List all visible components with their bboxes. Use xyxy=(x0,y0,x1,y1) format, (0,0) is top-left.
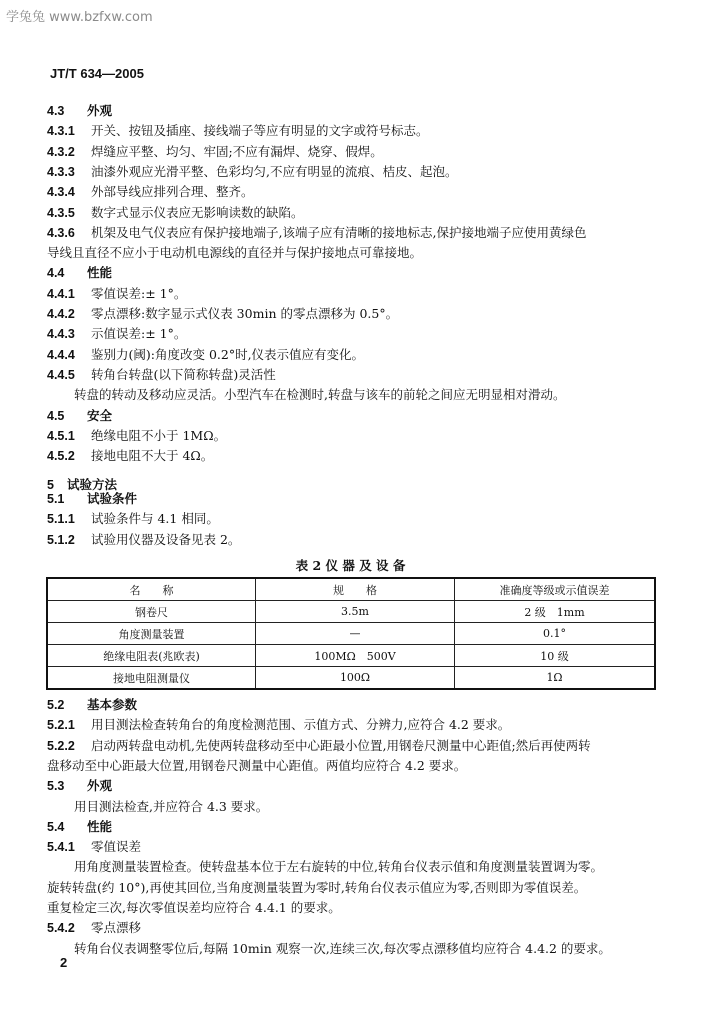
clause-number: 4.4.5 xyxy=(47,367,75,382)
clause-text: 试验条件与 4.1 相同。 xyxy=(91,511,219,527)
clause-text: 用目测法检查转角台的角度检测范围、示值方式、分辨力,应符合 4.2 要求。 xyxy=(91,717,511,733)
clause-text: 性能 xyxy=(87,265,113,281)
clause-number: 4.5.1 xyxy=(47,428,75,443)
clause-number: 5.2.2 xyxy=(47,738,75,753)
clause-number: 5.3 xyxy=(47,779,65,794)
table-row xyxy=(47,601,655,623)
clause-text: 转角台转盘(以下简称转盘)灵活性 xyxy=(91,366,276,382)
paragraph-line xyxy=(47,758,466,774)
clause-number: 5.4 xyxy=(47,819,65,834)
clause-number: 4.3.6 xyxy=(47,225,75,240)
clause-text: 试验方法 xyxy=(67,477,118,492)
clause-line xyxy=(47,123,429,139)
clause-number: 4.4.4 xyxy=(47,347,75,362)
table-cell: 绝缘电阻表(兆欧表) xyxy=(47,645,256,667)
clause-number: 4.4.3 xyxy=(47,327,75,342)
paragraph-line xyxy=(74,387,565,403)
table-cell: 1Ω xyxy=(455,667,656,690)
clause-text: 基本参数 xyxy=(87,697,138,712)
clause-line xyxy=(47,778,112,794)
clause-line xyxy=(47,491,137,507)
watermark: 学兔兔 www.bzfxw.com xyxy=(6,10,153,25)
clause-number: 4.5.2 xyxy=(47,449,75,464)
clause-text: 用目测法检查,并应符合 4.3 要求。 xyxy=(74,798,269,814)
paragraph-line xyxy=(47,880,586,896)
clause-text: 示值误差:± 1°。 xyxy=(91,326,187,342)
clause-line xyxy=(47,205,304,221)
clause-line xyxy=(47,144,383,160)
clause-text: 试验用仪器及设备见表 2。 xyxy=(91,531,241,547)
clause-number: 5.4.2 xyxy=(47,921,75,936)
clause-number: 4.5 xyxy=(47,408,65,423)
table-header-row xyxy=(47,578,655,601)
clause-line xyxy=(47,428,226,444)
clause-number: 4.3.2 xyxy=(47,144,75,159)
clause-text: 性能 xyxy=(87,818,113,834)
clause-line xyxy=(47,225,586,241)
clause-text: 试验条件 xyxy=(87,491,138,507)
clause-number: 5.2.1 xyxy=(47,718,75,733)
clause-text: 用角度测量装置检查。使转盘基本位于左右旋转的中位,转角台仪表示值和角度测量装置调为零。 xyxy=(74,859,603,875)
clause-line xyxy=(47,326,186,342)
clause-line xyxy=(47,697,137,713)
table-cell: 钢卷尺 xyxy=(47,601,256,623)
clause-text: 绝缘电阻不小于 1MΩ。 xyxy=(91,427,227,443)
clause-text: 旋转转盘(约 10°),再使其回位,当角度测量装置为零时,转角台仪表示值应为零,否则即为零值误差。 xyxy=(47,879,587,895)
clause-text: 零点漂移 xyxy=(91,920,142,936)
clause-line xyxy=(47,738,591,754)
table-caption: 表 2 仪 器 及 设 备 xyxy=(295,558,406,573)
paragraph-line xyxy=(47,900,341,916)
clause-text: 零值误差:± 1°。 xyxy=(91,285,187,301)
clause-text: 安全 xyxy=(87,407,113,423)
clause-text: 数字式显示仪表应无影响读数的缺陷。 xyxy=(91,204,304,220)
page-number: 2 xyxy=(60,955,68,970)
clause-line xyxy=(47,448,213,464)
clause-text: 转盘的转动及移动应灵活。小型汽车在检测时,转盘与该车的前轮之间应无明显相对滑动。 xyxy=(74,387,566,403)
clause-number: 4.3.5 xyxy=(47,205,75,220)
equipment-table xyxy=(46,577,656,690)
paragraph-line xyxy=(47,245,422,261)
clause-text: 鉴别力(阈):角度改变 0.2°时,仪表示值应有变化。 xyxy=(91,346,365,362)
clause-line xyxy=(47,717,510,733)
paragraph-line xyxy=(74,859,603,875)
paragraph-line xyxy=(74,941,611,957)
table-cell: 角度测量装置 xyxy=(47,623,256,645)
table-cell: 接地电阻测量仪 xyxy=(47,667,256,690)
clause-line xyxy=(47,184,254,200)
clause-text: 油漆外观应光滑平整、色彩均匀,不应有明显的流痕、桔皮、起泡。 xyxy=(91,163,458,179)
table-row xyxy=(47,623,655,645)
header-cell: 规 格 xyxy=(256,578,455,601)
clause-text: 启动两转盘电动机,先使两转盘移动至中心距最小位置,用钢卷尺测量中心距值;然后再使两转 xyxy=(91,737,591,753)
table-cell: 0.1° xyxy=(455,623,656,645)
clause-line xyxy=(47,306,398,322)
clause-text: 焊缝应平整、均匀、牢固;不应有漏焊、烧穿、假焊。 xyxy=(91,143,383,159)
table-cell: — xyxy=(256,623,455,645)
clause-number: 5.1 xyxy=(47,492,65,507)
clause-line xyxy=(47,103,112,119)
clause-text: 外观 xyxy=(87,778,113,794)
table-cell: 100MΩ 500V xyxy=(256,645,455,667)
clause-line xyxy=(47,532,240,548)
clause-text: 外部导线应排列合理、整齐。 xyxy=(91,184,254,200)
table-cell: 2 级 1mm xyxy=(455,601,656,623)
clause-line xyxy=(47,920,141,936)
table-cell: 3.5m xyxy=(256,601,455,623)
clause-text: 重复检定三次,每次零值误差均应符合 4.4.1 的要求。 xyxy=(47,900,341,915)
clause-text: 外观 xyxy=(87,103,113,118)
clause-number: 5.2 xyxy=(47,698,65,712)
clause-line xyxy=(47,286,186,302)
clause-line xyxy=(47,367,276,383)
header-cell: 准确度等级或示值误差 xyxy=(455,578,656,601)
clause-number: 5.1.1 xyxy=(47,512,75,527)
clause-text: 开关、按钮及插座、接线端子等应有明显的文字或符号标志。 xyxy=(91,123,429,139)
clause-text: 导线且直径不应小于电动机电源线的直径并与保护接地点可靠接地。 xyxy=(47,245,423,261)
clause-line xyxy=(47,819,112,835)
clause-number: 5.1.2 xyxy=(47,532,75,547)
clause-text: 零值误差 xyxy=(91,839,142,855)
clause-line xyxy=(47,347,364,363)
clause-number: 5 xyxy=(47,478,54,492)
clause-text: 零点漂移:数字显示式仪表 30min 的零点漂移为 0.5°。 xyxy=(91,306,399,321)
clause-line xyxy=(47,265,112,281)
clause-text: 转角台仪表调整零位后,每隔 10min 观察一次,连续三次,每次零点漂移值均应符合 4.4.2 的要求。 xyxy=(74,940,611,956)
clause-text: 盘移动至中心距最大位置,用钢卷尺测量中心距值。两值均应符合 4.2 要求。 xyxy=(47,757,467,773)
clause-line xyxy=(47,511,219,527)
clause-line xyxy=(47,164,457,180)
clause-text: 接地电阻不大于 4Ω。 xyxy=(91,448,214,464)
table-row xyxy=(47,667,655,690)
clause-number: 4.3.1 xyxy=(47,124,75,139)
clause-line xyxy=(47,839,141,855)
clause-number: 4.4.2 xyxy=(47,307,75,321)
clause-number: 5.4.1 xyxy=(47,840,75,855)
clause-line xyxy=(47,408,112,424)
clause-number: 4.4.1 xyxy=(47,286,75,301)
clause-number: 4.4 xyxy=(47,266,65,281)
clause-number: 4.3 xyxy=(47,104,65,118)
table-cell: 10 级 xyxy=(455,645,656,667)
header-cell: 名 称 xyxy=(47,578,256,601)
table-cell: 100Ω xyxy=(256,667,455,690)
standard-code: JT/T 634—2005 xyxy=(50,66,144,81)
clause-text: 机架及电气仪表应有保护接地端子,该端子应有清晰的接地标志,保护接地端子应使用黄绿色 xyxy=(91,224,587,240)
paragraph-line xyxy=(74,799,268,815)
clause-number: 4.3.4 xyxy=(47,185,75,200)
table-row xyxy=(47,645,655,667)
clause-number: 4.3.3 xyxy=(47,164,75,179)
